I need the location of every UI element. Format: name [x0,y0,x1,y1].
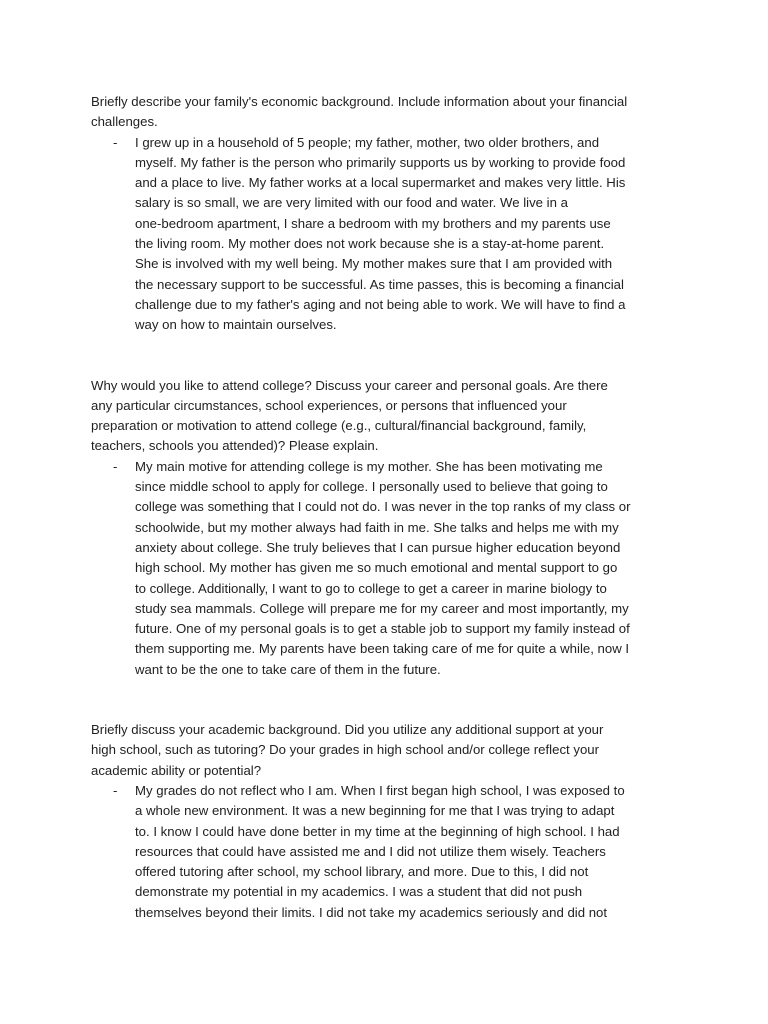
answer-line: future. One of my personal goals is to get a stable job to support my family instead of [135,621,630,637]
question-line: teachers, schools you attended)? Please explain. [91,438,379,454]
answer-academic-background [91,781,708,923]
question-college-motivation [91,376,708,457]
bullet-dash: - [113,134,118,150]
answer-line: and a place to live. My father works at a local supermarket and makes very little. His [135,175,626,191]
answer-college-motivation [91,457,708,680]
question-academic-background [91,720,708,781]
question-line: academic ability or potential? [91,762,262,778]
question-line: preparation or motivation to attend college (e.g., cultural/financial background, family, [91,418,587,434]
answer-line: demonstrate my potential in my academics. I was a student that did not push [135,884,583,900]
answer-line: want to be the one to take care of them in the future. [135,661,441,677]
answer-line: them supporting me. My parents have been taking care of me for quite a while, now I [135,641,630,657]
answer-line: She is involved with my well being. My mother makes sure that I am provided with [135,256,613,272]
question-line: Briefly discuss your academic background. Did you utilize any additional support at your [91,722,604,738]
answer-line: way on how to maintain ourselves. [135,317,337,333]
answer-line: anxiety about college. She truly believes that I can pursue higher education beyond [135,539,621,555]
section-family-background [91,92,708,336]
answer-line: to college. Additionally, I want to go to college to get a career in marine biology to [135,580,607,596]
question-line: Why would you like to attend college? Discuss your career and personal goals. Are there [91,377,608,393]
section-academic-background [91,720,708,923]
answer-line: a whole new environment. It was a new beginning for me that I was trying to adapt [135,803,615,819]
answer-line: offered tutoring after school, my school library, and more. Due to this, I did not [135,864,589,880]
answer-line: resources that could have assisted me and I did not utilize them wisely. Teachers [135,843,606,859]
answer-line: salary is so small, we are very limited with our food and water. We live in a [135,195,568,211]
answer-line: the necessary support to be successful. As time passes, this is becoming a financial [135,276,624,292]
answer-line: one-bedroom apartment, I share a bedroom with my brothers and my parents use [135,215,611,231]
question-family-background [91,92,708,133]
answer-line: My main motive for attending college is my mother. She has been motivating me [135,458,603,474]
question-line: challenges. [91,114,158,130]
bullet-dash: - [113,458,118,474]
bullet-dash: - [113,782,118,798]
answer-line: the living room. My mother does not work because she is a stay-at-home parent. [135,236,605,252]
answer-line: high school. My mother has given me so much emotional and mental support to go [135,560,618,576]
answer-line: themselves beyond their limits. I did not take my academics seriously and did not [135,904,608,920]
question-line: any particular circumstances, school experiences, or persons that influenced your [91,397,567,413]
answer-line: I grew up in a household of 5 people; my father, mother, two older brothers, and [135,134,600,150]
question-line: high school, such as tutoring? Do your grades in high school and/or college reflect your [91,742,600,758]
answer-line: schoolwide, but my mother always had faith in me. She talks and helps me with my [135,519,619,535]
answer-family-background [91,133,708,336]
answer-line: since middle school to apply for college. I personally used to believe that going to [135,479,608,495]
answer-line: challenge due to my father's aging and not being able to work. We will have to find a [135,296,626,312]
answer-line: My grades do not reflect who I am. When I first began high school, I was exposed to [135,782,625,798]
section-college-motivation [91,376,708,680]
answer-line: myself. My father is the person who primarily supports us by working to provide food [135,154,626,170]
answer-line: college was something that I could not do. I was never in the top ranks of my class or [135,499,631,515]
answer-line: to. I know I could have done better in my time at the beginning of high school. I had [135,823,620,839]
question-line: Briefly describe your family's economic background. Include information about your financial [91,94,628,109]
answer-line: study sea mammals. College will prepare me for my career and most importantly, my [135,600,629,616]
